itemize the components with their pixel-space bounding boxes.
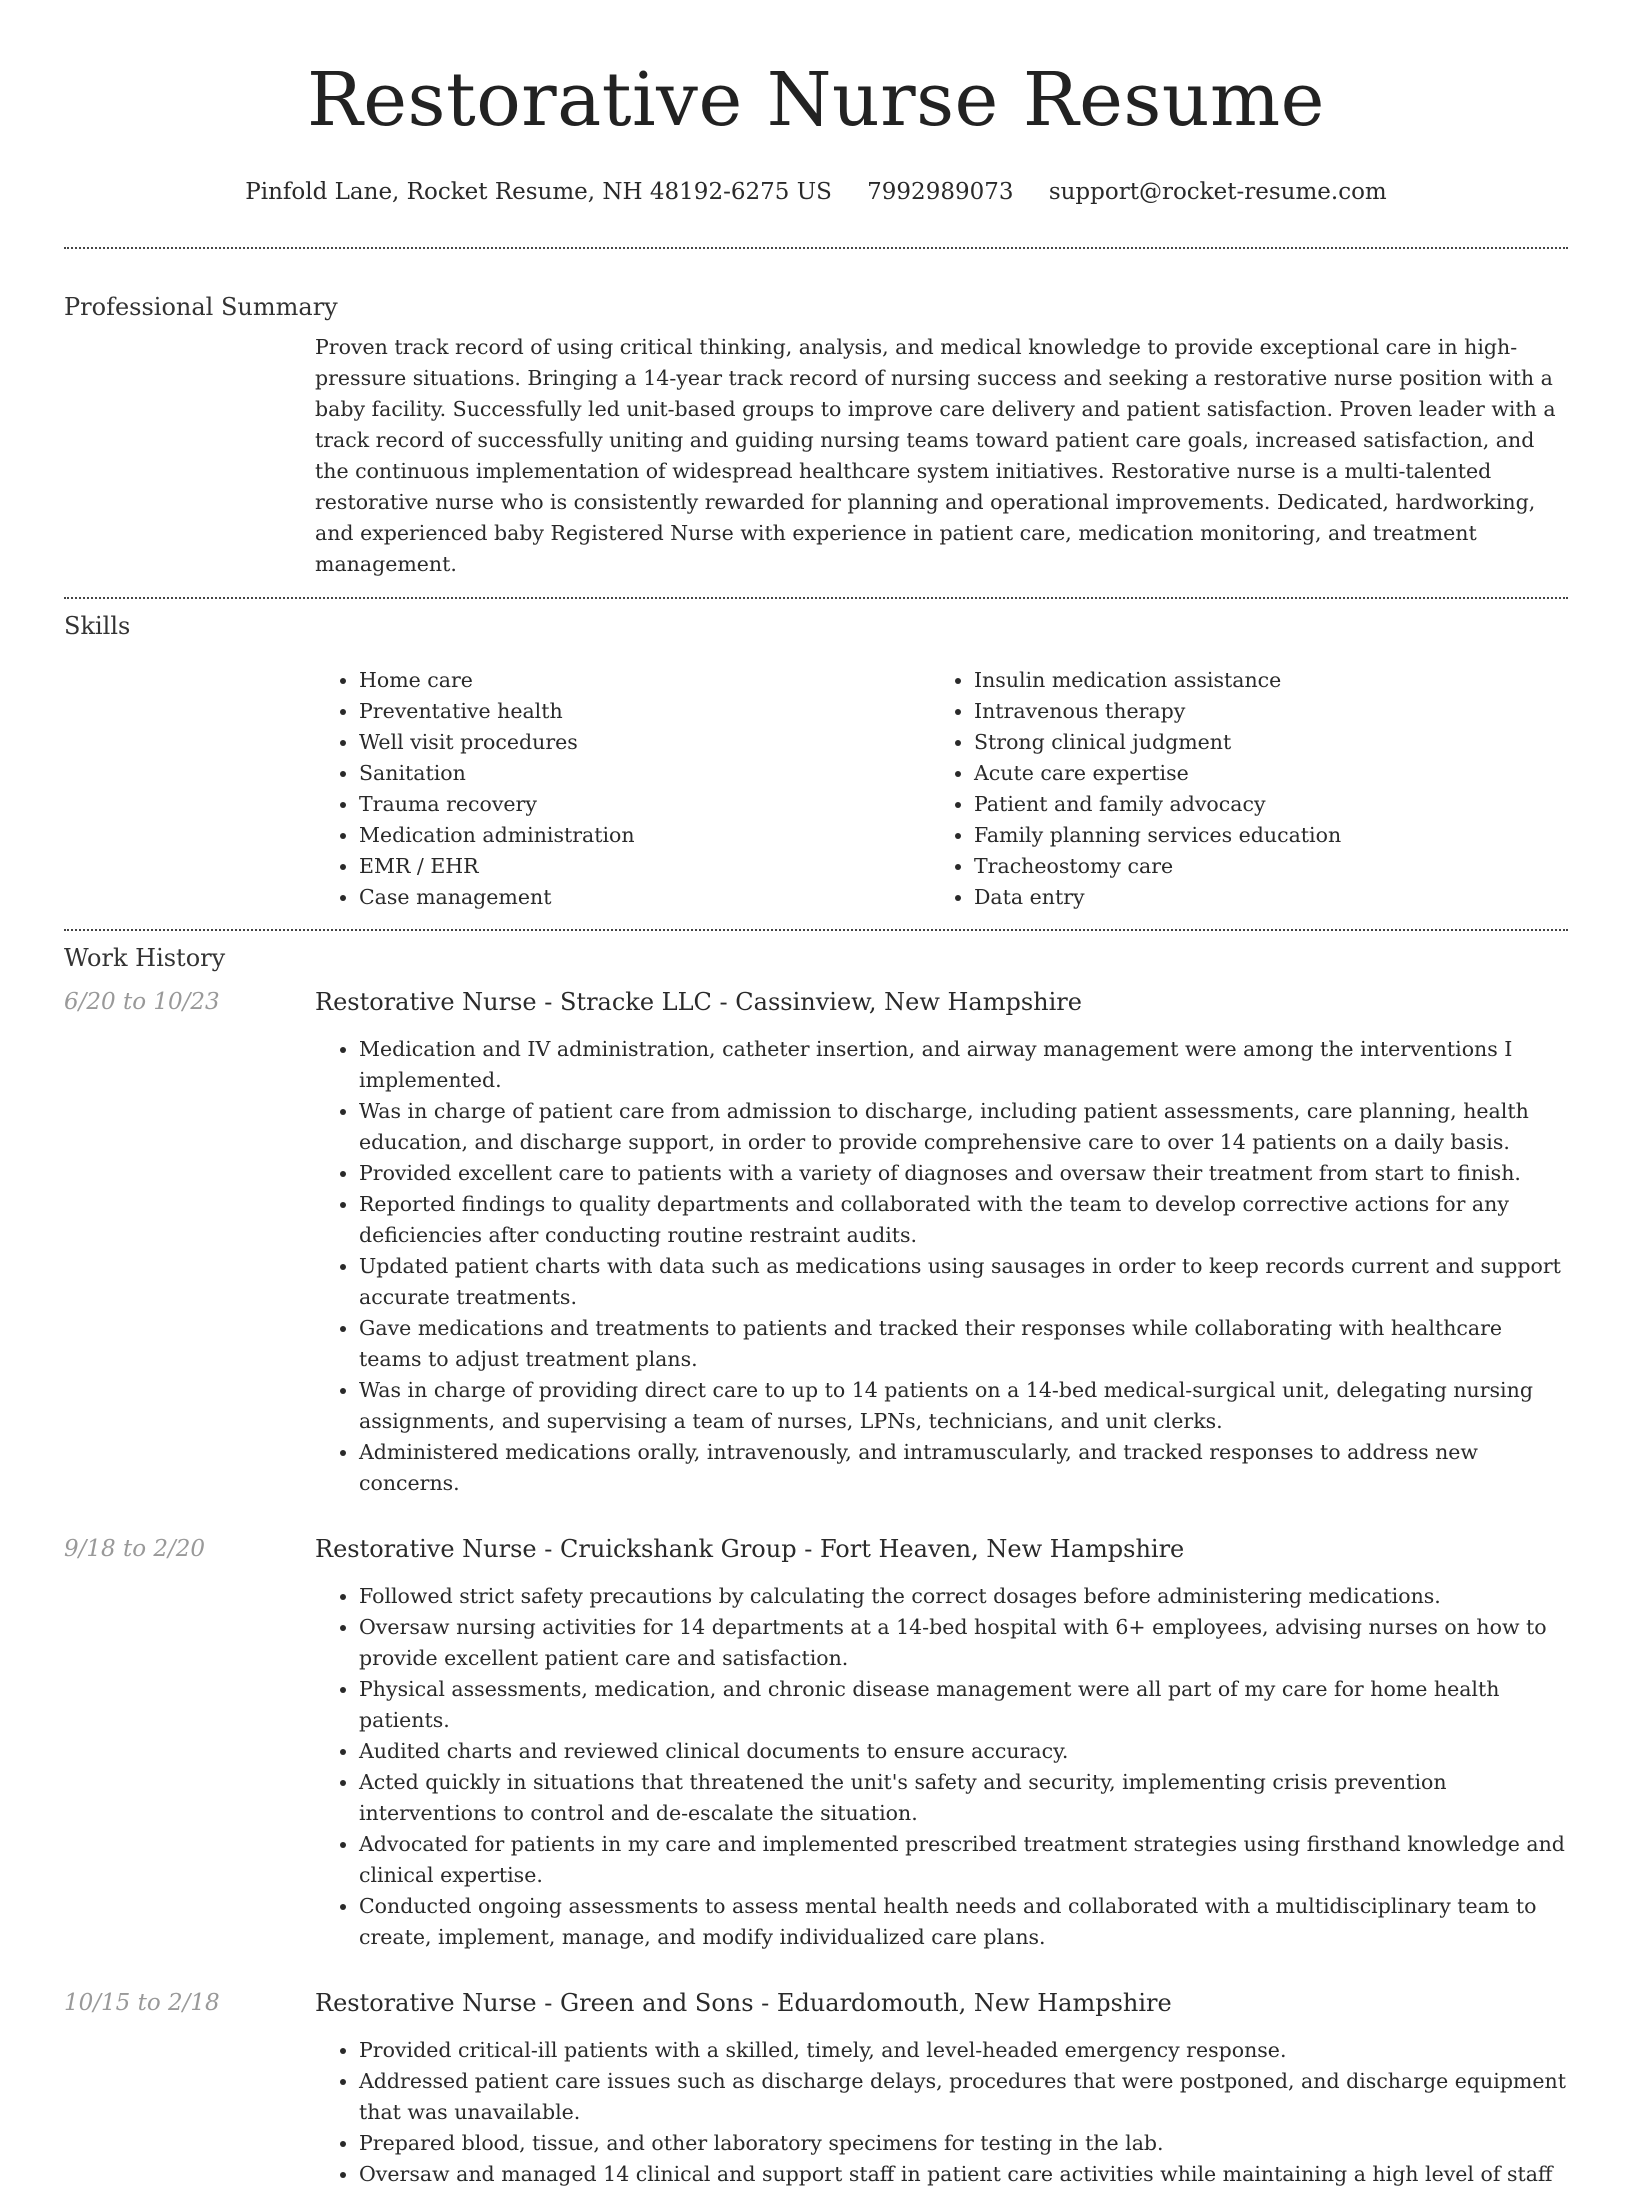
skill-item: • Insulin medication assistance — [974, 665, 1545, 696]
skill-item: • Well visit procedures — [359, 727, 930, 758]
job-title: Restorative Nurse - Green and Sons - Eduardomouth, New Hampshire — [315, 1989, 1172, 2017]
job-entry — [64, 986, 1568, 1499]
skill-item: • Strong clinical judgment — [974, 727, 1545, 758]
job-bullets — [315, 2035, 1568, 2190]
skills-section — [315, 665, 1568, 913]
job-date: 9/18 to 2/20 — [64, 1536, 206, 1562]
skills-list-left — [315, 665, 930, 913]
job-bullets — [315, 1034, 1568, 1499]
skill-item: • Tracheostomy care — [974, 851, 1545, 882]
job-bullet: • Followed strict safety precautions by calculating the correct dosages before administering medications. — [359, 1581, 1568, 1612]
contact-line — [64, 176, 1568, 208]
job-bullet: • Audited charts and reviewed clinical documents to ensure accuracy. — [359, 1736, 1568, 1767]
job-bullet: • Acted quickly in situations that threatened the unit's safety and security, implementing crisis prevention interventions to control and de-escalate the situation. — [359, 1767, 1568, 1829]
job-body — [315, 986, 1568, 1499]
job-bullet: • Provided critical-ill patients with a skilled, timely, and level-headed emergency response. — [359, 2035, 1568, 2066]
job-body — [315, 1533, 1568, 1953]
skill-item: • Home care — [359, 665, 930, 696]
job-bullet: • Medication and IV administration, catheter insertion, and airway management were among the interventions I implemented. — [359, 1034, 1568, 1096]
skill-item: • Acute care expertise — [974, 758, 1545, 789]
skill-item: • Preventative health — [359, 696, 930, 727]
contact-phone: 7992989073 — [867, 179, 1014, 205]
job-bullet: • Advocated for patients in my care and implemented prescribed treatment strategies using firsthand knowledge and clinical expertise. — [359, 1829, 1568, 1891]
job-bullet: • Updated patient charts with data such as medications using sausages in order to keep records current and support accurate treatments. — [359, 1251, 1568, 1313]
job-bullet: • Reported findings to quality departments and collaborated with the team to develop corrective actions for any deficiencies after conducting routine restraint audits. — [359, 1189, 1568, 1251]
work-history-heading: Work History — [64, 944, 226, 972]
job-title: Restorative Nurse - Stracke LLC - Cassinview, New Hampshire — [315, 988, 1082, 1016]
job-entry — [64, 1533, 1568, 1953]
skill-item: • Sanitation — [359, 758, 930, 789]
job-entry — [64, 1987, 1568, 2190]
skills-heading: Skills — [64, 612, 131, 640]
job-bullet: • Was in charge of providing direct care to up to 14 patients on a 14-bed medical-surgical unit, delegating nursing assignments, and supervising a team of nurses, LPNs, technicians, and unit clerks. — [359, 1375, 1568, 1437]
job-bullet: • Gave medications and treatments to patients and tracked their responses while collaborating with healthcare teams to adjust treatment plans. — [359, 1313, 1568, 1375]
skill-item: • Patient and family advocacy — [974, 789, 1545, 820]
skill-item: • Family planning services education — [974, 820, 1545, 851]
skill-item: • Intravenous therapy — [974, 696, 1545, 727]
work-history-section — [64, 986, 1568, 2190]
job-bullets — [315, 1581, 1568, 1953]
job-bullet: • Physical assessments, medication, and chronic disease management were all part of my care for home health patients. — [359, 1674, 1568, 1736]
summary-section — [315, 332, 1568, 580]
skills-list-right — [930, 665, 1545, 913]
skill-item: • EMR / EHR — [359, 851, 930, 882]
summary-heading: Professional Summary — [64, 293, 338, 321]
job-body — [315, 1987, 1568, 2190]
job-bullet: • Addressed patient care issues such as discharge delays, procedures that were postponed, and discharge equipment that was unavailable. — [359, 2066, 1568, 2128]
skills-column-left — [315, 665, 930, 913]
resume-title: Restorative Nurse Resume — [307, 57, 1325, 143]
skill-item: • Trauma recovery — [359, 789, 930, 820]
job-bullet: • Provided excellent care to patients with a variety of diagnoses and oversaw their treatment from start to finish. — [359, 1158, 1568, 1189]
skill-item: • Case management — [359, 882, 930, 913]
divider — [64, 247, 1568, 249]
skill-item: • Data entry — [974, 882, 1545, 913]
skill-item: • Medication administration — [359, 820, 930, 851]
job-bullet: • Prepared blood, tissue, and other laboratory specimens for testing in the lab. — [359, 2128, 1568, 2159]
resume-page — [64, 0, 1568, 2190]
divider — [64, 597, 1568, 599]
summary-text: Proven track record of using critical thinking, analysis, and medical knowledge to provide exceptional care in high-pressure situations. Bringing a 14-year track record of nursing success and seeking a restorative nurse position with a baby facility. Successfully led unit-based groups to improve care delivery and patient satisfaction. Proven leader with a track record of successfully uniting and guiding nursing teams toward patient care goals, increased satisfaction, and the continuous implementation of widespread healthcare system initiatives. Restorative nurse is a multi-talented restorative nurse who is consistently rewarded for planning and operational improvements. Dedicated, hardworking, and experienced baby Registered Nurse with experience in patient care, medication monitoring, and treatment management. — [315, 335, 1556, 576]
job-date: 6/20 to 10/23 — [64, 989, 220, 1015]
divider — [64, 929, 1568, 931]
job-date: 10/15 to 2/18 — [64, 1990, 220, 2016]
job-title: Restorative Nurse - Cruickshank Group - Fort Heaven, New Hampshire — [315, 1535, 1185, 1563]
job-bullet: • Administered medications orally, intravenously, and intramuscularly, and tracked responses to address new concerns. — [359, 1437, 1568, 1499]
job-bullet: • Oversaw and managed 14 clinical and support staff in patient care activities while maintaining a high level of staff — [359, 2159, 1568, 2190]
job-bullet: • Was in charge of patient care from admission to discharge, including patient assessments, care planning, health education, and discharge support, in order to provide comprehensive care to over 14 patients on a daily basis. — [359, 1096, 1568, 1158]
contact-address: Pinfold Lane, Rocket Resume, NH 48192-6275 US — [245, 179, 832, 205]
job-bullet: • Conducted ongoing assessments to assess mental health needs and collaborated with a multidisciplinary team to create, implement, manage, and modify individualized care plans. — [359, 1891, 1568, 1953]
skills-column-right — [930, 665, 1545, 913]
job-bullet: • Oversaw nursing activities for 14 departments at a 14-bed hospital with 6+ employees, advising nurses on how to provide excellent patient care and satisfaction. — [359, 1612, 1568, 1674]
contact-email[interactable]: support@rocket-resume.com — [1048, 179, 1387, 205]
